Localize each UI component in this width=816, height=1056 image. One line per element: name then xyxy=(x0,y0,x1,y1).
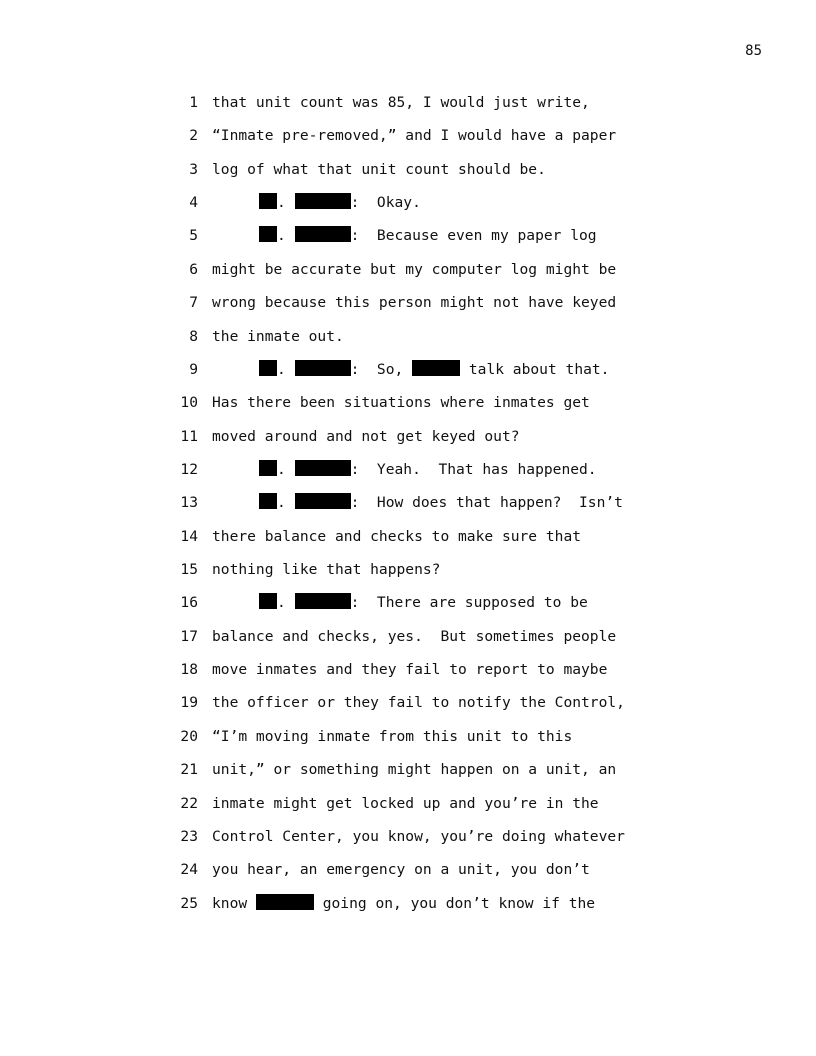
redacted-name xyxy=(295,226,351,242)
line-number: 17 xyxy=(180,627,198,645)
line-text-after: talk about that. xyxy=(460,360,610,378)
line-text: log of what that unit count should be. xyxy=(212,160,546,178)
transcript-line-6 xyxy=(0,259,816,292)
line-text: there balance and checks to make sure that xyxy=(212,527,582,545)
redacted-title xyxy=(259,593,277,609)
line-text: : Because even my paper log xyxy=(350,227,597,245)
transcript-line-17 xyxy=(0,626,816,659)
transcript-line-25 xyxy=(0,893,816,926)
transcript-line-7 xyxy=(0,292,816,325)
line-number: 2 xyxy=(189,127,198,145)
transcript-line-23 xyxy=(0,826,816,859)
line-text: wrong because this person might not have keyed xyxy=(212,294,617,312)
line-text: : So, xyxy=(350,360,413,378)
line-text: might be accurate but my computer log might be xyxy=(212,260,617,278)
line-text: : Yeah. That has happened. xyxy=(350,460,597,478)
transcript-line-12: 12 . : Yeah. That has happened. xyxy=(0,459,816,492)
transcript-line-4: 4 . : Okay. xyxy=(0,192,816,225)
transcript-line-2 xyxy=(0,125,816,158)
page-number: 85 xyxy=(745,43,762,59)
line-text: the officer or they fail to notify the Control, xyxy=(212,694,625,712)
line-text-after: going on, you don’t know if the xyxy=(313,894,596,912)
line-number: 6 xyxy=(189,260,198,278)
transcript-line-3 xyxy=(0,159,816,192)
transcript-line-10 xyxy=(0,392,816,425)
redacted-name xyxy=(295,493,351,509)
line-text: balance and checks, yes. But sometimes people xyxy=(212,627,617,645)
line-text: “Inmate pre-removed,” and I would have a paper xyxy=(212,127,617,145)
transcript-line-14 xyxy=(0,526,816,559)
line-number: 3 xyxy=(189,160,198,178)
line-text: nothing like that happens? xyxy=(212,561,441,579)
line-number: 18 xyxy=(180,661,198,679)
line-text: Control Center, you know, you’re doing whatever xyxy=(212,827,625,845)
transcript-line-16: 16 . : There are supposed to be xyxy=(0,592,816,625)
line-text: unit,” or something might happen on a unit, an xyxy=(212,761,617,779)
redacted-title xyxy=(259,493,277,509)
line-number: 20 xyxy=(180,727,198,745)
line-text: you hear, an emergency on a unit, you don’t xyxy=(212,861,590,879)
line-text: move inmates and they fail to report to maybe xyxy=(212,661,608,679)
transcript-line-21 xyxy=(0,759,816,792)
transcript-line-11 xyxy=(0,426,816,459)
line-text: : How does that happen? Isn’t xyxy=(350,494,623,512)
line-number: 13 xyxy=(180,494,198,512)
transcript-line-24 xyxy=(0,859,816,892)
redacted-title xyxy=(259,226,277,242)
line-number: 4 xyxy=(189,194,198,212)
line-text: Has there been situations where inmates get xyxy=(212,394,590,412)
transcript-line-5: 5 . : Because even my paper log xyxy=(0,225,816,258)
line-text: “I’m moving inmate from this unit to this xyxy=(212,727,573,745)
redacted-title xyxy=(259,460,277,476)
line-number: 5 xyxy=(189,227,198,245)
line-number: 22 xyxy=(180,794,198,812)
line-number: 11 xyxy=(180,427,198,445)
line-number: 15 xyxy=(180,561,198,579)
redacted-name xyxy=(295,193,351,209)
redacted-title xyxy=(259,193,277,209)
transcript-line-19 xyxy=(0,692,816,725)
line-text: know xyxy=(212,894,256,912)
line-number: 9 xyxy=(189,360,198,378)
transcript-line-1 xyxy=(0,92,816,125)
transcript-line-22 xyxy=(0,793,816,826)
line-text: moved around and not get keyed out? xyxy=(212,427,520,445)
transcript-line-18 xyxy=(0,659,816,692)
redacted-name xyxy=(295,460,351,476)
line-text: that unit count was 85, I would just write, xyxy=(212,94,590,111)
line-number: 19 xyxy=(180,694,198,712)
transcript-line-15 xyxy=(0,559,816,592)
line-number: 7 xyxy=(189,294,198,312)
line-text: inmate might get locked up and you’re in the xyxy=(212,794,599,812)
line-number: 24 xyxy=(180,861,198,879)
transcript-line-13: 13 . : How does that happen? Isn’t xyxy=(0,492,816,525)
redacted-word xyxy=(412,360,460,376)
line-number: 10 xyxy=(180,394,198,412)
line-text: : There are supposed to be xyxy=(350,594,588,612)
redacted-name xyxy=(295,360,351,376)
line-number: 14 xyxy=(180,527,198,545)
line-number: 25 xyxy=(180,894,198,912)
line-number: 21 xyxy=(180,761,198,779)
line-number: 23 xyxy=(180,827,198,845)
transcript-body xyxy=(0,92,816,926)
redacted-word xyxy=(256,894,314,910)
line-number: 1 xyxy=(189,94,198,111)
redacted-name xyxy=(295,593,351,609)
redacted-title xyxy=(259,360,277,376)
transcript-line-9: 9 . : So, talk about that. xyxy=(0,359,816,392)
line-number: 12 xyxy=(180,460,198,478)
transcript-line-8 xyxy=(0,326,816,359)
line-text: : Okay. xyxy=(350,194,421,212)
line-number: 8 xyxy=(189,327,198,345)
transcript-line-20 xyxy=(0,726,816,759)
line-text: the inmate out. xyxy=(212,327,344,345)
line-number: 16 xyxy=(180,594,198,612)
